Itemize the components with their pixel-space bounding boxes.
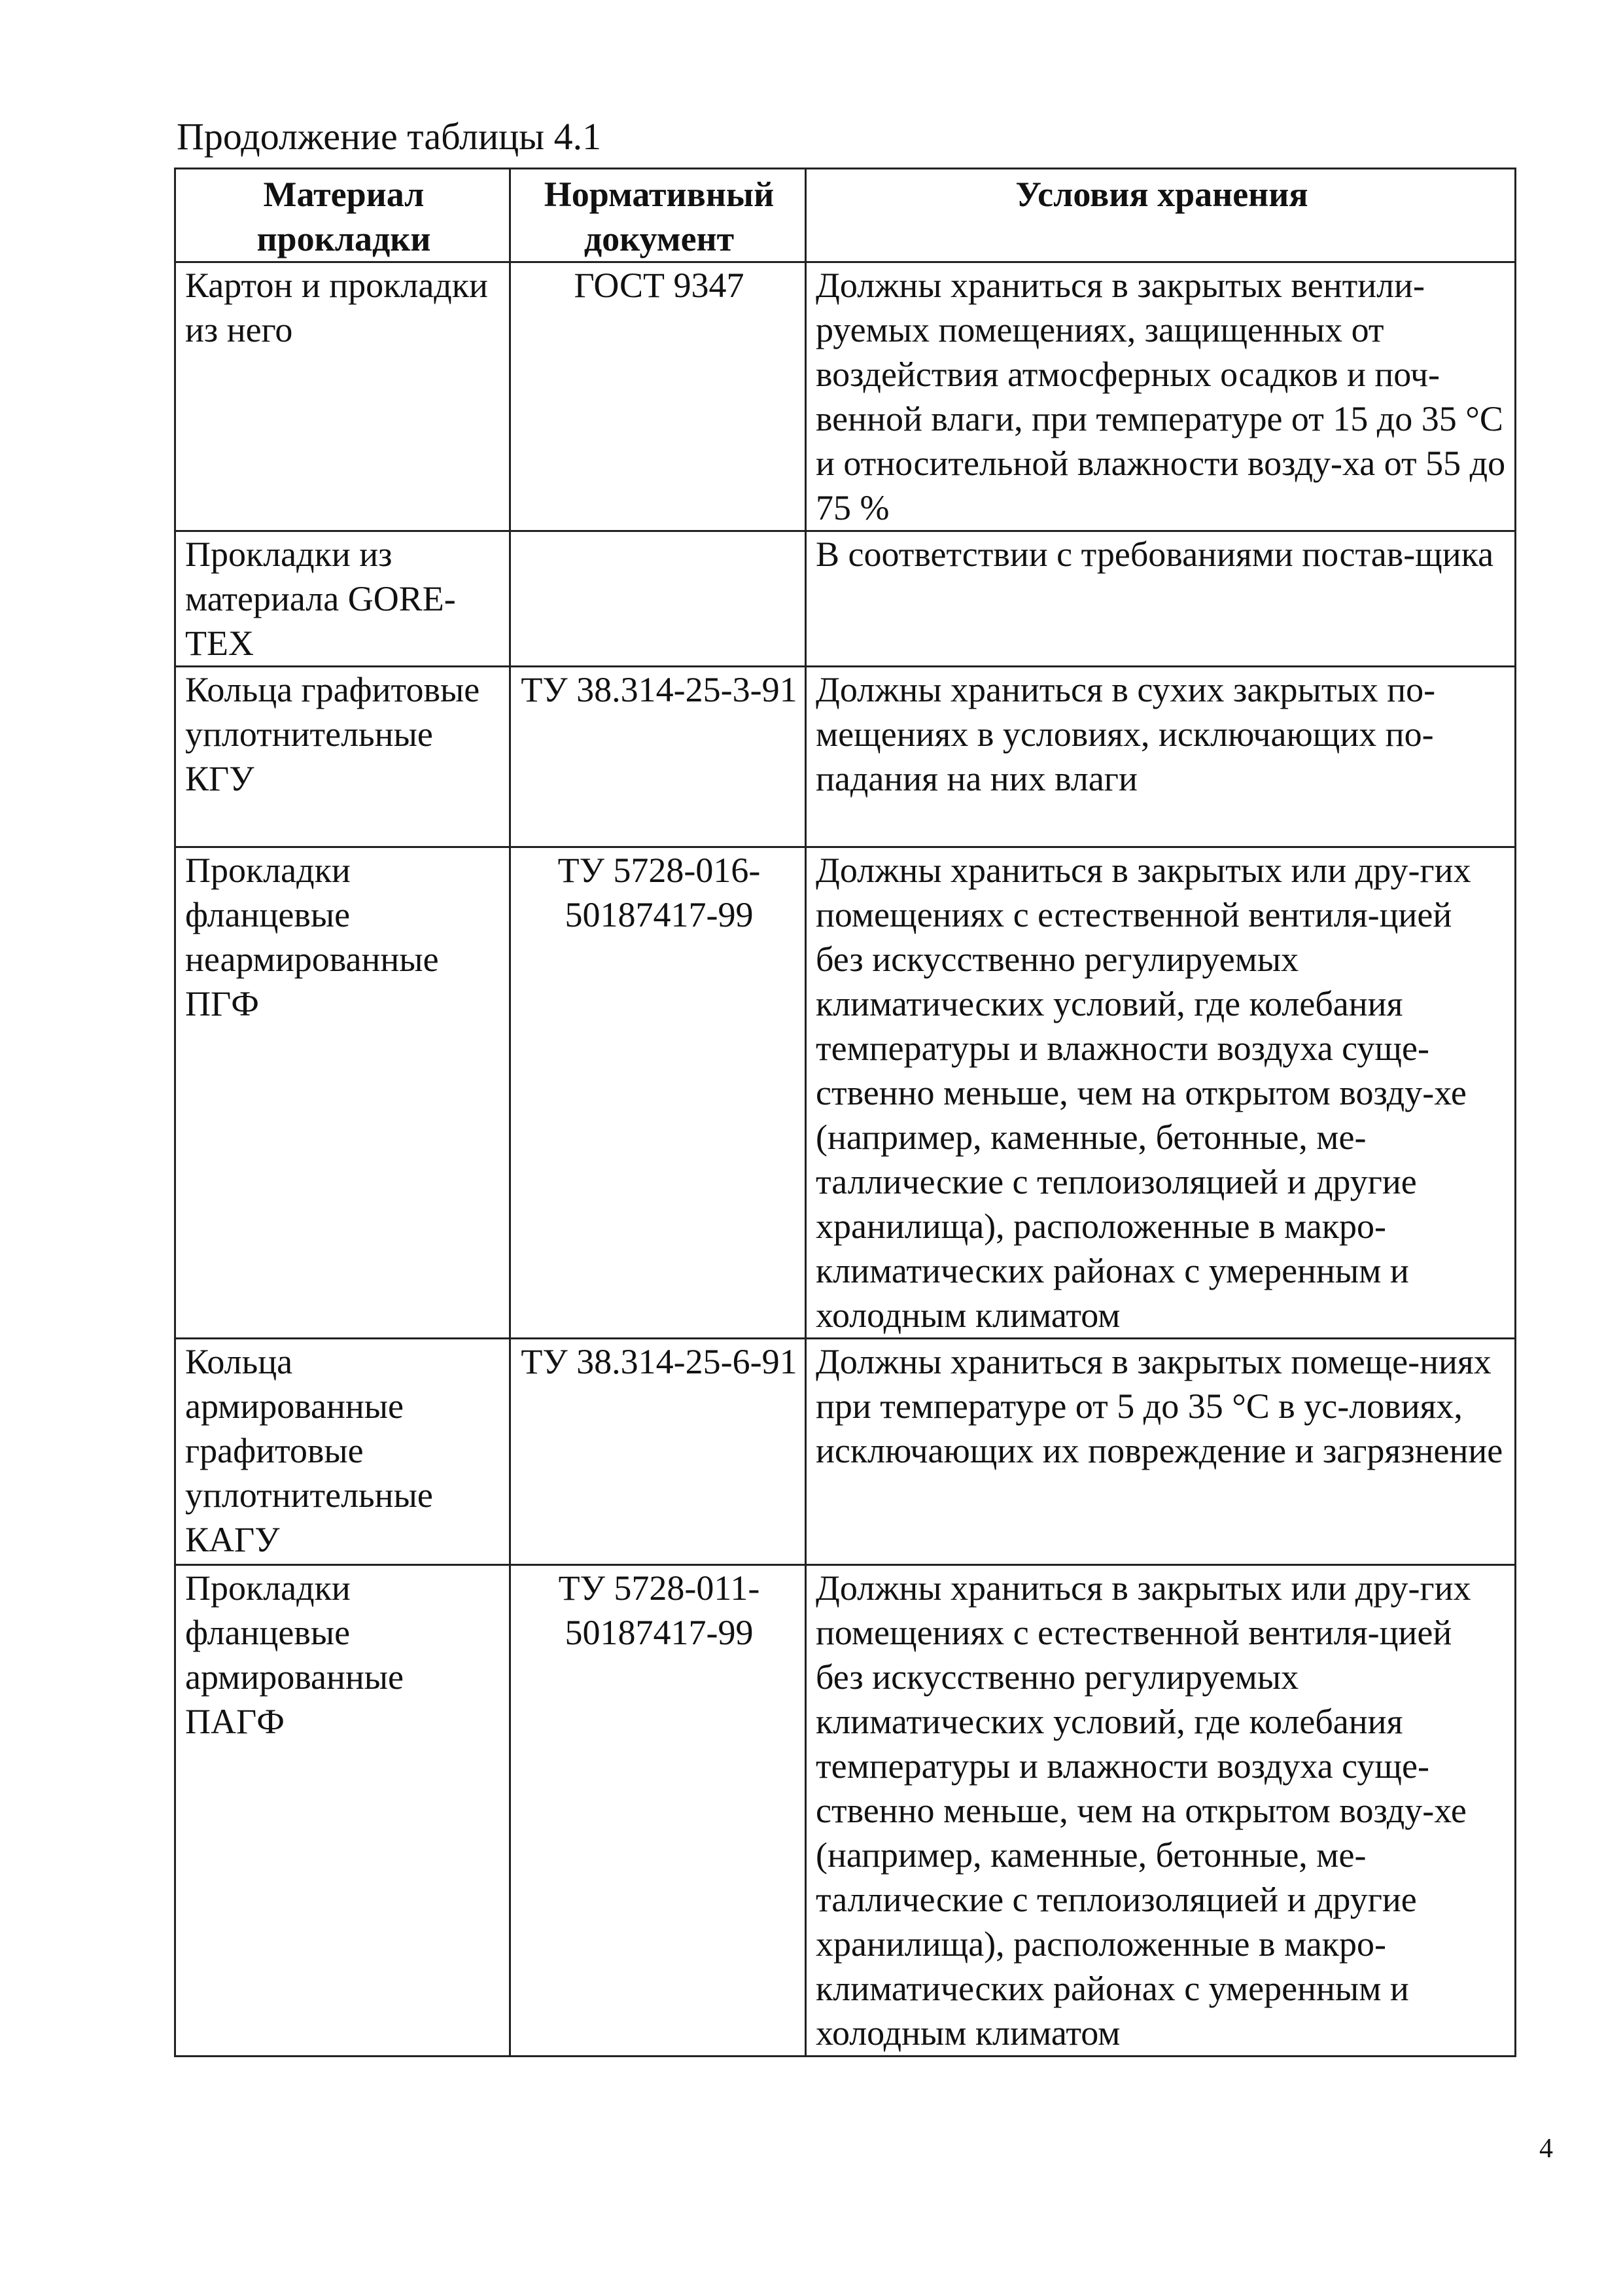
cell-conditions: Должны храниться в закрытых или дру-гих помещениях с естественной вентиля-цией без искусственно регулируемых климатических условий, где колебания температуры и влажности воздуха суще-ственно меньше, чем на открытом возду-хе (например, каменные, бетонные, ме-таллические с теплоизоляцией и другие хранилища), расположенные в макро-климатических районах с умеренным и холодным климатом — [806, 1565, 1516, 2057]
cell-document: ТУ 5728-011-50187417-99 — [510, 1565, 806, 2057]
cell-conditions: Должны храниться в закрытых вентили-руемых помещениях, защищенных от воздействия атмосферных осадков и поч-венной влаги, при температуре от 15 до 35 °С и относительной влажности возду-ха от 55 до 75 % — [806, 262, 1516, 531]
storage-conditions-table — [174, 168, 1516, 2057]
cell-conditions: Должны храниться в сухих закрытых по-мещениях в условиях, исключающих по-падания на них влаги — [806, 667, 1516, 847]
page-number: 4 — [1539, 2134, 1553, 2164]
cell-conditions: Должны храниться в закрытых или дру-гих помещениях с естественной вентиля-цией без искусственно регулируемых климатических условий, где колебания температуры и влажности воздуха суще-ственно меньше, чем на открытом возду-хе (например, каменные, бетонные, ме-таллические с теплоизоляцией и другие хранилища), расположенные в макро-климатических районах с умеренным и холодным климатом — [806, 847, 1516, 1339]
table-row — [175, 1565, 1516, 2057]
header-material: Материал прокладки — [175, 169, 510, 262]
cell-document — [510, 531, 806, 667]
cell-document: ГОСТ 9347 — [510, 262, 806, 531]
table-row — [175, 667, 1516, 847]
cell-conditions: В соответствии с требованиями постав-щика — [806, 531, 1516, 667]
cell-conditions: Должны храниться в закрытых помеще-ниях при температуре от 5 до 35 °С в ус-ловиях, исключающих их повреждение и загрязнение — [806, 1339, 1516, 1565]
header-conditions: Условия хранения — [806, 169, 1516, 262]
header-document: Нормативный документ — [510, 169, 806, 262]
cell-material: Кольца графитовые уплотнительные КГУ — [175, 667, 510, 847]
cell-document: ТУ 5728-016-50187417-99 — [510, 847, 806, 1339]
table-row — [175, 1339, 1516, 1565]
table-row — [175, 531, 1516, 667]
cell-material: Прокладки фланцевые армированные ПАГФ — [175, 1565, 510, 2057]
cell-material: Кольца армированные графитовые уплотнительные КАГУ — [175, 1339, 510, 1565]
cell-material: Прокладки фланцевые неармированные ПГФ — [175, 847, 510, 1339]
table-caption: Продолжение таблицы 4.1 — [177, 115, 602, 158]
cell-material: Картон и прокладки из него — [175, 262, 510, 531]
table-header-row — [175, 169, 1516, 262]
cell-material: Прокладки из материала GORE-TEX — [175, 531, 510, 667]
cell-document: ТУ 38.314-25-3-91 — [510, 667, 806, 847]
table-row — [175, 262, 1516, 531]
cell-document: ТУ 38.314-25-6-91 — [510, 1339, 806, 1565]
table-row — [175, 847, 1516, 1339]
